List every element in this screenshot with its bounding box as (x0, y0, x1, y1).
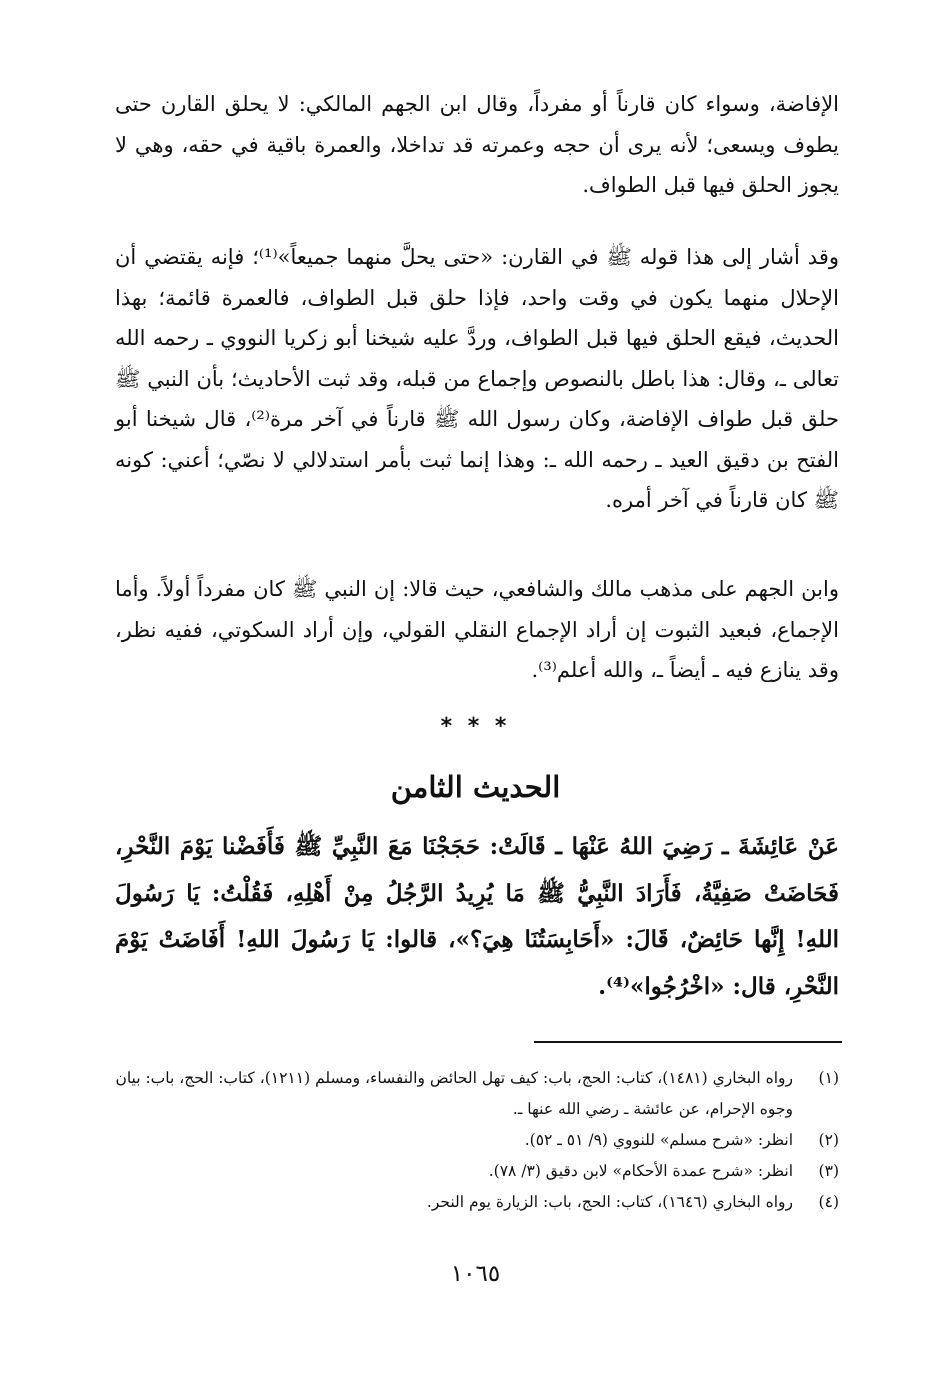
footnote-text: رواه البخاري (١٤٨١)، كتاب: الحج، باب: كيف تهل الحائض والنفساء، ومسلم (١٢١١)، كتاب: الحج، باب: بيان وجوه الإحرام، عن عائشة ـ رضي الله عنها ـ. (115, 1069, 793, 1118)
hadith-text: عَنْ عَائِشَةَ ـ رَضِيَ اللهُ عَنْهَا ـ قَالَتْ: حَجَجْنَا مَعَ النَّبِيِّ ﷺ فَأَفَضْنا يَوْمَ النَّحْرِ، فَحَاضَتْ صَفِيَّةُ، فَأَرَادَ النَّبِيُّ ﷺ مَا يُرِيدُ الرَّجُلُ مِنْ أَهْلِهِ، فَقُلْتُ: يَا رَسُولَ اللهِ! إِنَّها حَائِضٌ، قَالَ: «أَحَابِسَتُنَا هِيَ؟»، قالوا: يَا رَسُولَ اللهِ! أَفَاضَتْ يَوْمَ النَّحْرِ، قال: «اخْرُجُوا»⁽⁴⁾. (115, 833, 839, 1000)
footnote-text: رواه البخاري (١٦٤٦)، كتاب: الحج، باب: الزيارة يوم النحر. (426, 1193, 793, 1211)
footnote-item (115, 1187, 839, 1218)
footnote-item (115, 1063, 839, 1125)
footnote-number: (٢) (818, 1131, 839, 1149)
footnote-item (115, 1156, 839, 1187)
footnote-text: انظر: «شرح عمدة الأحكام» لابن دقيق (٣/ ٧٨). (488, 1162, 793, 1180)
footnote-text: انظر: «شرح مسلم» للنووي (٩/ ٥١ ـ ٥٢). (524, 1131, 793, 1149)
paragraph-3 (115, 569, 839, 691)
section-title: الحديث الثامن (390, 770, 561, 804)
paragraph-1-text: الإفاضة، وسواء كان قارناً أو مفرداً، وقال ابن الجهم المالكي: لا يحلق القارن حتى يطوف ويسعى؛ لأنه يرى أن حجه وعمرته قد تداخلا، والعمرة باقية في حقه، وهي لا يجوز الحلق فيها قبل الطواف. (115, 92, 839, 197)
footnote-number: (٤) (818, 1193, 839, 1211)
footnotes-list (115, 1063, 839, 1218)
footnote-number: (٣) (818, 1162, 839, 1180)
paragraph-3-text: وابن الجهم على مذهب مالك والشافعي، حيث قالا: إن النبي ﷺ كان مفرداً أولاً. وأما الإجماع، فبعيد الثبوت إن أراد الإجماع النقلي القولي، وإن أراد السكوتي، ففيه نظر، وقد ينازع فيه ـ أيضاً ـ، والله أعلم⁽³⁾. (115, 577, 839, 682)
footnote-divider (534, 1041, 842, 1043)
paragraph-2-text: وقد أشار إلى هذا قوله ﷺ في القارن: «حتى يحلَّ منهما جميعاً»⁽¹⁾؛ فإنه يقتضي أن الإحلال منهما يكون في وقت واحد، فإذا حلق قبل الطواف، فالعمرة قائمة؛ بهذا الحديث، فيقع الحلق فيها قبل الطواف، وردَّ عليه شيخنا أبو زكريا النووي ـ رحمه الله تعالى ـ، وقال: هذا باطل بالنصوص وإجماع من قبله، وقد ثبت الأحاديث؛ بأن النبي ﷺ حلق قبل طواف الإفاضة، وكان رسول الله ﷺ قارناً في آخر مرة⁽²⁾، قال شيخنا أبو الفتح بن دقيق العيد ـ رحمه الله ـ: وهذا إنما ثبت بأمر استدلالي لا نصّي؛ أعني: كونه ﷺ كان قارناً في آخر أمره. (115, 245, 840, 512)
paragraph-2 (115, 237, 839, 521)
section-separator: * * * (440, 714, 511, 739)
paragraph-1 (115, 84, 839, 206)
footnote-item (115, 1125, 839, 1156)
footnote-number: (١) (818, 1069, 839, 1087)
page-number: ١٠٦٥ (450, 1261, 501, 1287)
